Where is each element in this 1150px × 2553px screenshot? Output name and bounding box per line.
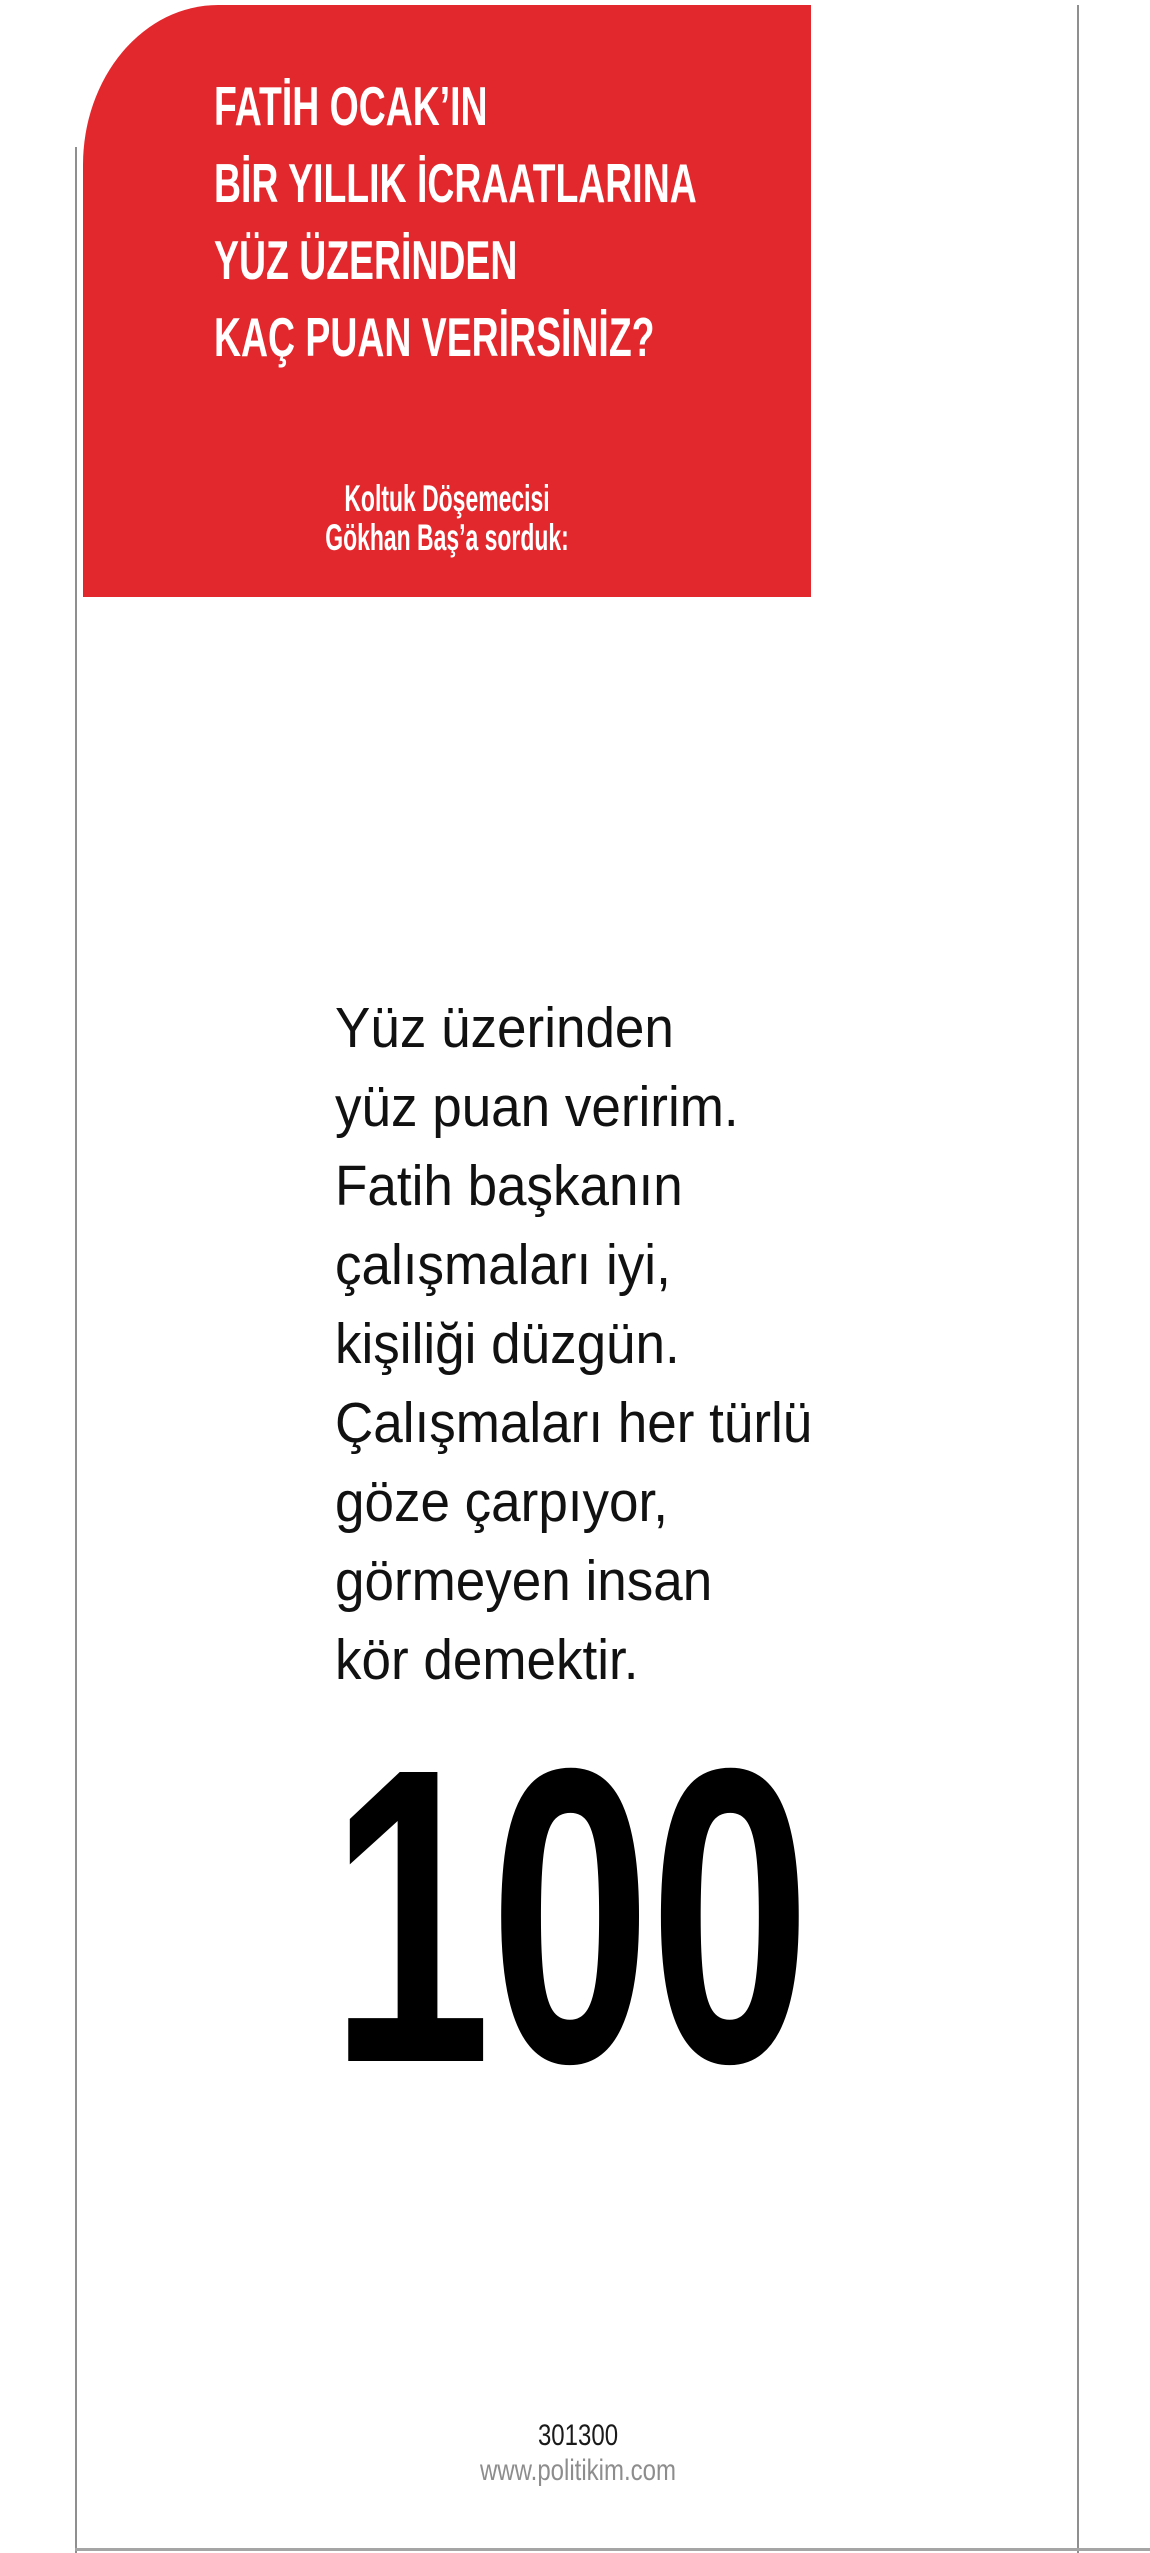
interviewee-subtitle — [221, 479, 672, 557]
headline — [214, 68, 697, 376]
quote-text — [335, 989, 812, 1700]
left-column-rule — [75, 147, 77, 2553]
quote-line-4: çalışmaları iyi, — [335, 1233, 671, 1297]
footer-code: 301300 — [537, 2419, 619, 2452]
quote-line-9: kör demektir. — [335, 1628, 639, 1692]
headline-line-1: FATİH OCAK’IN — [214, 75, 488, 137]
score-value: 100 — [330, 1682, 810, 2151]
quote-line-6: Çalışmaları her türlü — [335, 1391, 813, 1455]
headline-line-4: KAÇ PUAN VERİRSİNİZ? — [214, 306, 655, 368]
bottom-column-rule — [75, 2548, 1150, 2551]
quote-line-7: göze çarpıyor, — [335, 1470, 668, 1534]
quote-line-1: Yüz üzerinden — [335, 996, 674, 1060]
quote-line-8: görmeyen insan — [335, 1549, 713, 1613]
subtitle-line-2: Gökhan Baş’a sorduk: — [325, 517, 569, 558]
headline-banner — [83, 5, 811, 597]
footer-website: www.politikim.com — [479, 2454, 677, 2487]
quote-line-2: yüz puan veririm. — [335, 1075, 739, 1139]
right-column-rule — [1077, 5, 1079, 2553]
quote-line-3: Fatih başkanın — [335, 1154, 683, 1218]
quote-line-5: kişiliği düzgün. — [335, 1312, 680, 1376]
headline-line-3: YÜZ ÜZERİNDEN — [214, 229, 518, 291]
subtitle-line-1: Koltuk Döşemecisi — [344, 478, 550, 519]
headline-line-2: BİR YILLIK İCRAATLARINA — [214, 152, 697, 214]
footer — [176, 2418, 979, 2488]
